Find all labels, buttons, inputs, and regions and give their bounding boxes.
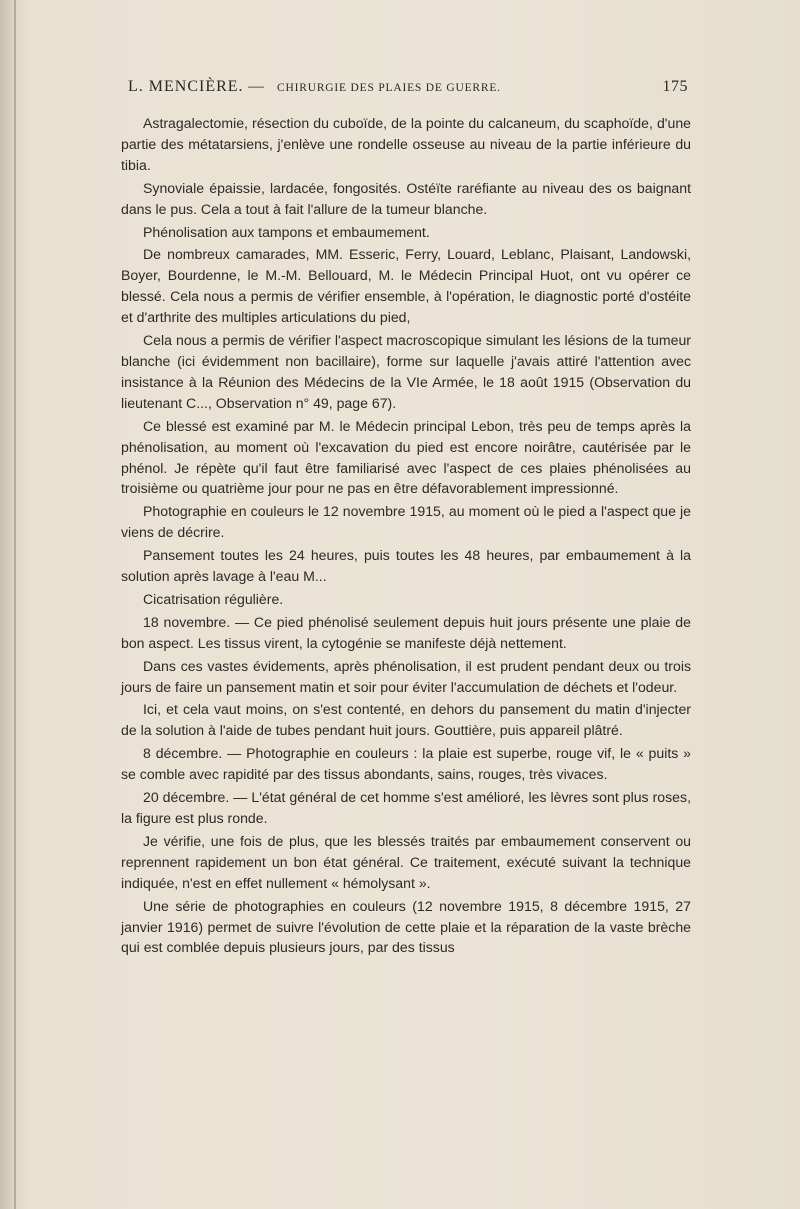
paragraph: 18 novembre. — Ce pied phénolisé seulement depuis huit jours présente une plaie de bon aspect. Les tissus virent, la cytogénie se manifeste déjà nettement.: [121, 613, 691, 651]
header-title: CHIRURGIE DES PLAIES DE GUERRE.: [277, 82, 501, 94]
paragraph: Ce blessé est examiné par M. le Médecin principal Lebon, très peu de temps après la phénolisation, au moment où l'excavation du pied est encore noirâtre, cautérisée par le phénol. Je répète qu'il faut être familiarisé avec l'aspect de ces plaies phénolisées au troisième ou quatrième jour pour ne pas en être défavorablement impressionné.: [121, 417, 691, 497]
body-text: [121, 113, 691, 958]
paragraph: Phénolisation aux tampons et embaumement.: [143, 223, 430, 240]
binding-edge: [14, 0, 16, 1209]
paragraph: 20 décembre. — L'état général de cet homme s'est amélioré, les lèvres sont plus roses, la figure est plus ronde.: [121, 789, 691, 826]
paragraph: 8 décembre. — Photographie en couleurs : la plaie est superbe, rouge vif, le « puits » se comble avec rapidité par des tissus abondants, sains, rouges, très vivaces.: [121, 745, 691, 783]
paragraph: Je vérifie, une fois de plus, que les blessés traités par embaumement conservent ou reprennent rapidement un bon état général. Ce traitement, exécuté suivant la technique indiquée, n'est en effet nullement « hémolysant ».: [121, 832, 691, 891]
running-header: [128, 78, 688, 96]
page-number: 175: [662, 78, 688, 95]
paragraph: Astragalectomie, résection du cuboïde, de la pointe du calcaneum, du scaphoïde, d'une partie des métatarsiens, j'enlève une rondelle osseuse au niveau de la partie inférieure du tibia.: [121, 115, 691, 173]
header-dash: —: [248, 78, 265, 95]
paragraph: Synoviale épaissie, lardacée, fongosités. Ostéïte raréfiante au niveau des os baignant dans le pus. Cela a tout à fait l'allure de la tumeur blanche.: [121, 179, 691, 217]
header-author: L. MENCIÈRE.: [128, 78, 244, 95]
paragraph: Dans ces vastes évidements, après phénolisation, il est prudent pendant deux ou trois jours de faire un pansement matin et soir pour éviter l'accumulation de déchets et l'odeur.: [121, 657, 691, 695]
paragraph: Cicatrisation régulière.: [143, 590, 284, 607]
paragraph: Une série de photographies en couleurs (12 novembre 1915, 8 décembre 1915, 27 janvier 1916) permet de suivre l'évolution de cette plaie et la réparation de la vaste brèche qui est comblée depuis plusieurs jours, par des tissus: [121, 897, 691, 956]
paragraph: De nombreux camarades, MM. Esseric, Ferry, Louard, Leblanc, Plaisant, Landowski, Boyer, Bourdenne, le M.-M. Bellouard, M. le Médecin Principal Huot, ont vu opérer ce blessé. Cela nous a permis de vérifier ensemble, à l'opération, le diagnostic porté d'ostéite et d'arthrite des multiples articulations du pied,: [121, 246, 691, 326]
paragraph: Photographie en couleurs le 12 novembre 1915, au moment où le pied a l'aspect que je viens de décrire.: [121, 503, 691, 541]
paragraph: Pansement toutes les 24 heures, puis toutes les 48 heures, par embaumement à la solution après lavage à l'eau M...: [121, 547, 691, 585]
paragraph: Ici, et cela vaut moins, on s'est contenté, en dehors du pansement du matin d'injecter de la solution à l'aide de tubes pendant huit jours. Gouttière, puis appareil plâtré.: [121, 701, 691, 739]
paragraph: Cela nous a permis de vérifier l'aspect macroscopique simulant les lésions de la tumeur blanche (ici évidemment non bacillaire), forme sur laquelle j'avais attiré l'attention avec insistance à la Réunion des Médecins de la VIe Armée, le 18 août 1915 (Observation du lieutenant C..., Observation n° 49, page 67).: [121, 332, 691, 411]
